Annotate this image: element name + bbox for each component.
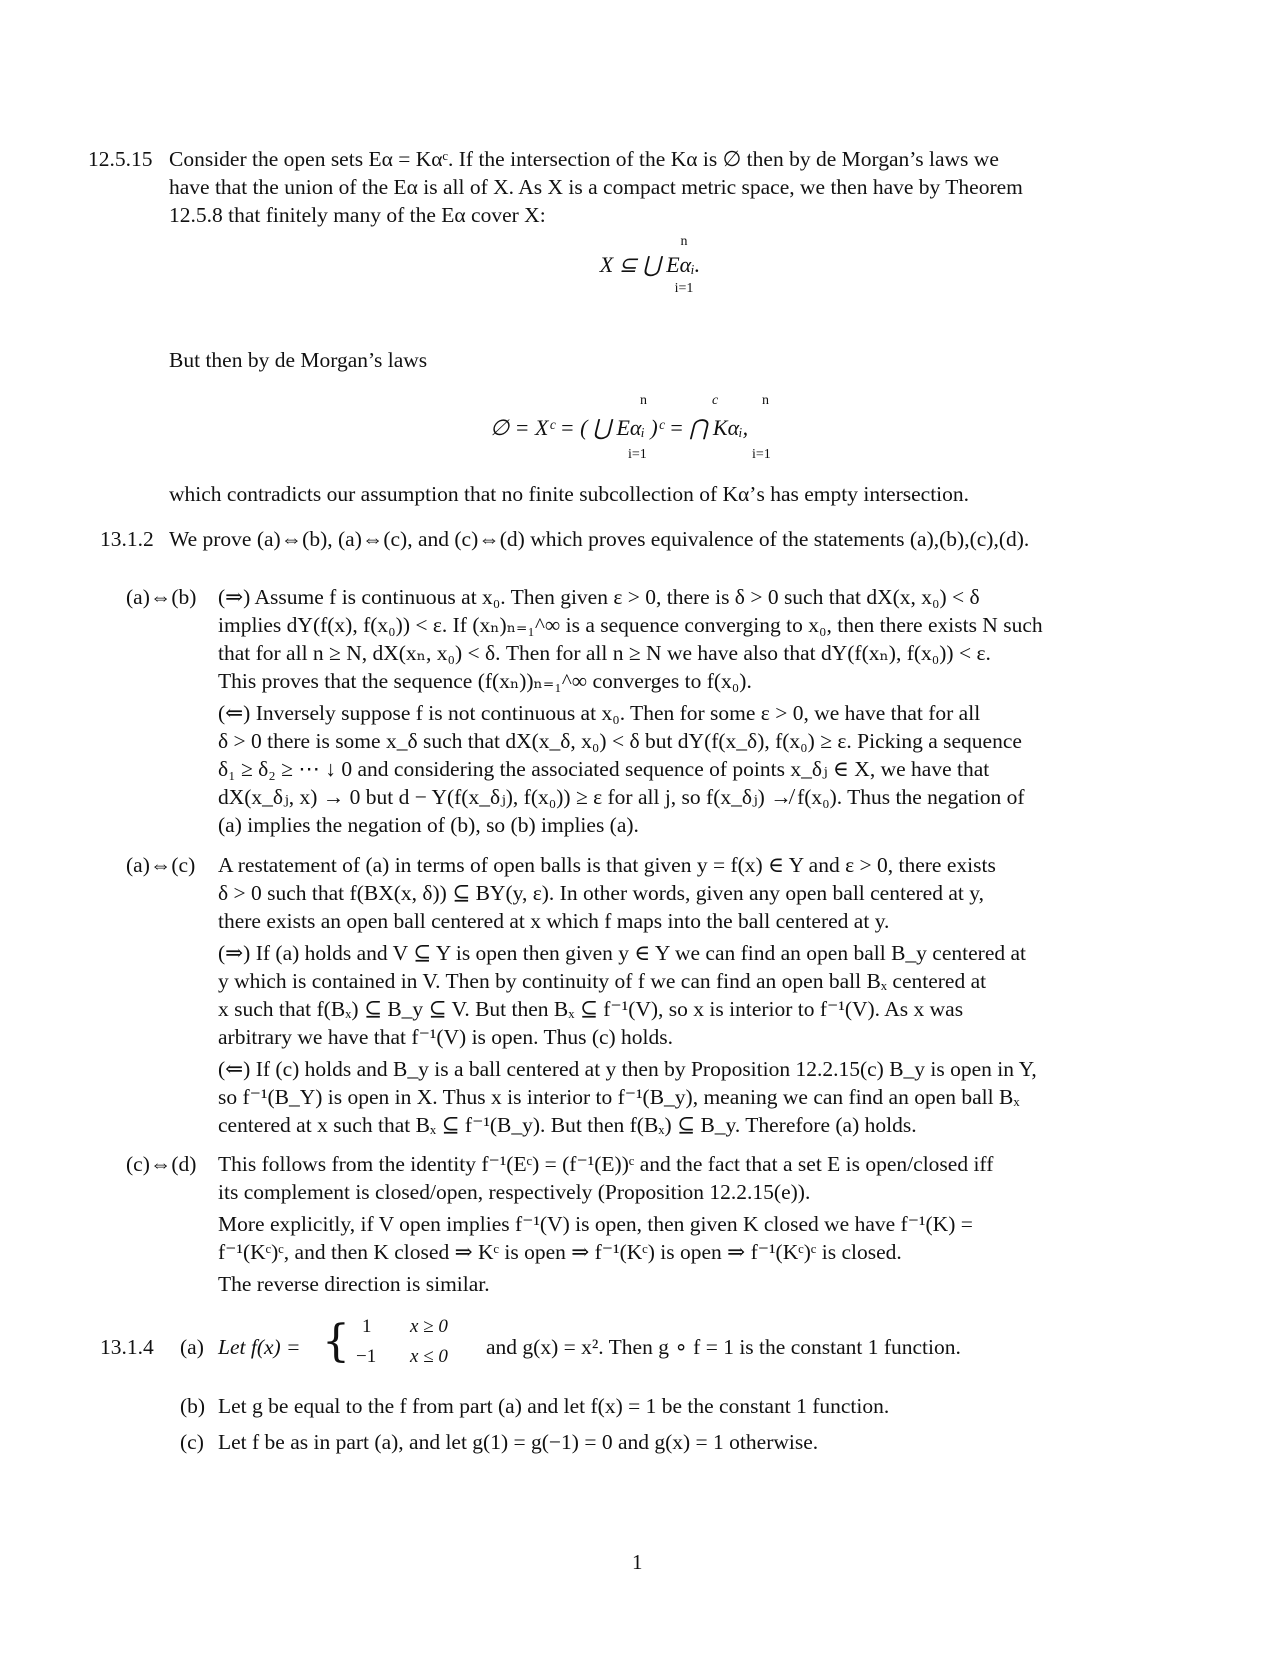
exercise-13-1-2-intro: We prove (a)⇔(b), (a)⇔(c), and (c)⇔(d) which proves equivalence of the statements (a),(b),(c),(d).: [169, 527, 1030, 551]
text-line: y which is contained in V. Then by continuity of f we can find an open ball Bₓ centered at: [218, 969, 987, 993]
part-label-b: (b): [180, 1394, 206, 1418]
text-line: This proves that the sequence (f(xₙ))ₙ₌₁^∞ converges to f(x₀).: [218, 669, 752, 693]
text-line: More explicitly, if V open implies f⁻¹(V) is open, then given K closed we have f⁻¹(K) =: [218, 1212, 973, 1236]
left-brace: {: [322, 1316, 350, 1367]
part-ab-text: [218, 583, 1168, 839]
text-line: centered at x such that Bₓ ⊆ f⁻¹(B_y). But then f(Bₓ) ⊆ B_y. Therefore (a) holds.: [218, 1113, 917, 1137]
equation-de-morgan: [490, 393, 870, 473]
text-line: arbitrary we have that f⁻¹(V) is open. Thus (c) holds.: [218, 1025, 674, 1049]
exercise-number-12-5-15: 12.5.15: [88, 147, 153, 171]
case-2-value: −1: [356, 1346, 377, 1367]
case-1-condition: x ≥ 0: [410, 1316, 448, 1337]
part-cd-text: [218, 1150, 1168, 1298]
text-line: Consider the open sets Eα = Kαᶜ. If the intersection of the Kα is ∅ then by de Morgan’s laws we: [169, 147, 999, 171]
text-line: δ₁ ≥ δ₂ ≥ ⋯ ↓ 0 and considering the associated sequence of points x_δⱼ ∈ X, we have that: [218, 757, 990, 781]
part-label-c: (c): [180, 1430, 204, 1454]
text-line: δ > 0 such that f(BX(x, δ)) ⊆ BY(y, ε). In other words, given any open ball centered at y,: [218, 881, 984, 905]
eq-main: ∅ = Xᶜ = ( ⋃ Eαᵢ )ᶜ = ⋂ Kαᵢ,: [490, 415, 749, 440]
text-line: (a) implies the negation of (b), so (b) implies (a).: [218, 813, 639, 837]
part-a-suffix: and g(x) = x². Then g ∘ f = 1 is the constant 1 function.: [486, 1335, 961, 1359]
page-number: 1: [632, 1550, 643, 1574]
equation-union-cover: [530, 234, 770, 298]
piecewise-prefix: Let f(x) =: [218, 1335, 301, 1359]
eq-complement-sup: c: [712, 393, 719, 408]
text-line: (⇒) Assume f is continuous at x₀. Then given ε > 0, there is δ > 0 such that dX(x, x₀) < δ: [218, 585, 980, 609]
text-line: its complement is closed/open, respectively (Proposition 12.2.15(e)).: [218, 1180, 811, 1204]
part-label-cd: (c)⇔(d): [126, 1152, 197, 1176]
part-c-text: Let f be as in part (a), and let g(1) = g(−1) = 0 and g(x) = 1 otherwise.: [218, 1430, 819, 1454]
text-line: there exists an open ball centered at x which f maps into the ball centered at y.: [218, 909, 890, 933]
eq-upper-limit: n: [680, 234, 688, 249]
eq-main: X ⊆ ⋃ Eαᵢ.: [599, 252, 701, 277]
but-then-text: But then by de Morgan’s laws: [169, 348, 428, 372]
part-label-ab: (a)⇔(b): [126, 585, 197, 609]
text-line: have that the union of the Eα is all of X. As X is a compact metric space, we then have by Theorem: [169, 175, 1023, 199]
exercise-12-5-15-text: [169, 145, 1169, 229]
text-line: 12.5.8 that finitely many of the Eα cover X:: [169, 203, 546, 227]
exercise-number-13-1-2: 13.1.2: [100, 527, 154, 551]
eq-lower-limit: i=1: [674, 281, 694, 296]
exercise-number-13-1-4: 13.1.4: [100, 1335, 154, 1359]
part-b-text: Let g be equal to the f from part (a) and let f(x) = 1 be the constant 1 function.: [218, 1394, 890, 1418]
text-line: f⁻¹(Kᶜ)ᶜ, and then K closed ⇒ Kᶜ is open ⇒ f⁻¹(Kᶜ) is open ⇒ f⁻¹(Kᶜ)ᶜ is closed.: [218, 1240, 902, 1264]
part-label-ac: (a)⇔(c): [126, 853, 196, 877]
conclusion-text: which contradicts our assumption that no finite subcollection of Kα’s has empty intersection.: [169, 482, 970, 506]
text-line: implies dY(f(x), f(x₀)) < ε. If (xₙ)ₙ₌₁^∞ is a sequence converging to x₀, then there exists N such: [218, 613, 1043, 637]
eq-upper-limit: n: [640, 393, 647, 408]
text-line: (⇐) Inversely suppose f is not continuous at x₀. Then for some ε > 0, we have that for all: [218, 701, 981, 725]
text-line: (⇒) If (a) holds and V ⊆ Y is open then given y ∈ Y we can find an open ball B_y centered at: [218, 941, 1027, 965]
eq-lower-limit: i=1: [628, 447, 647, 462]
text-line: A restatement of (a) in terms of open balls is that given y = f(x) ∈ Y and ε > 0, there exists: [218, 853, 996, 877]
text-line: (⇐) If (c) holds and B_y is a ball centered at y then by Proposition 12.2.15(c) B_y is open in Y,: [218, 1057, 1037, 1081]
part-label-a: (a): [180, 1335, 204, 1359]
case-1-value: 1: [362, 1316, 372, 1337]
part-ac-text: [218, 851, 1168, 1139]
text-line: so f⁻¹(B_Y) is open in X. Thus x is interior to f⁻¹(B_y), meaning we can find an open ball Bₓ: [218, 1085, 1020, 1109]
text-line: The reverse direction is similar.: [218, 1272, 490, 1296]
text-line: dX(x_δⱼ, x) → 0 but d − Y(f(x_δⱼ), f(x₀)) ≥ ε for all j, so f(x_δⱼ) ↛ f(x₀). Thus the negation of: [218, 785, 1025, 809]
text-line: that for all n ≥ N, dX(xₙ, x₀) < δ. Then for all n ≥ N we have also that dY(f(xₙ), f(x₀)) < ε.: [218, 641, 991, 665]
text-line: δ > 0 there is some x_δ such that dX(x_δ, x₀) < δ but dY(f(x_δ), f(x₀) ≥ ε. Picking a sequence: [218, 729, 1022, 753]
eq-upper-limit: n: [762, 393, 769, 408]
text-line: x such that f(Bₓ) ⊆ B_y ⊆ V. But then Bₓ ⊆ f⁻¹(V), so x is interior to f⁻¹(V). As x was: [218, 997, 964, 1021]
text-line: This follows from the identity f⁻¹(Eᶜ) = (f⁻¹(E))ᶜ and the fact that a set E is open/closed iff: [218, 1152, 994, 1176]
case-2-condition: x ≤ 0: [410, 1346, 448, 1367]
eq-lower-limit: i=1: [752, 447, 771, 462]
